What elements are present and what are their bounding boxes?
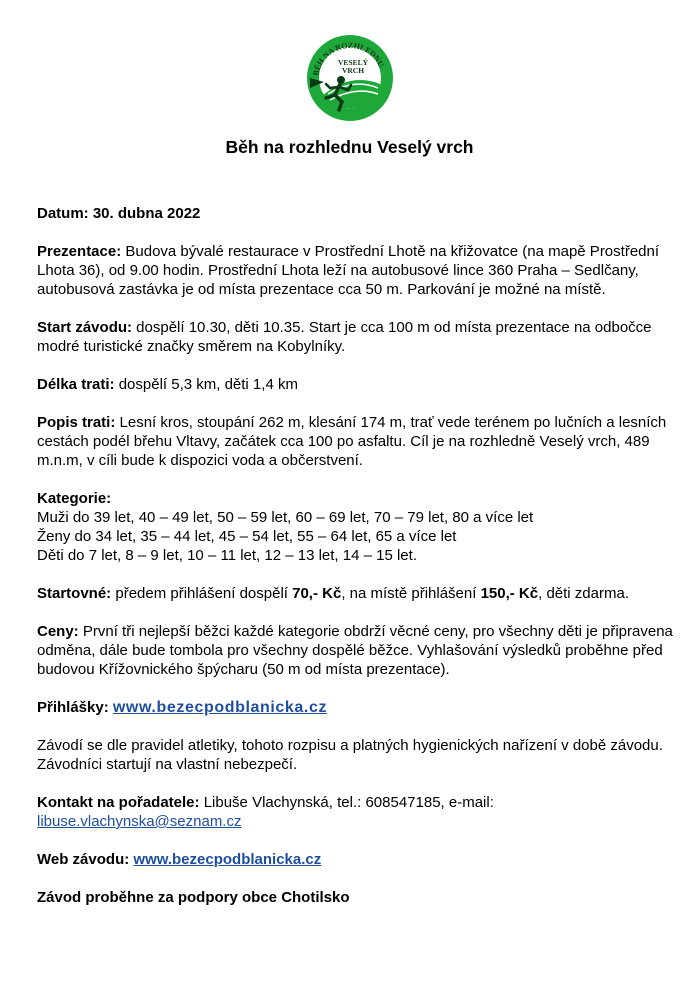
startovne-label: Startovné:: [37, 585, 112, 602]
delka-text: dospělí 5,3 km, děti 1,4 km: [114, 376, 298, 393]
kontakt-text: Libuše Vlachynská, tel.: 608547185, e-mail:: [199, 794, 494, 811]
ceny-section: [37, 622, 677, 679]
kategorie-deti: Děti do 7 let, 8 – 9 let, 10 – 11 let, 12 – 13 let, 14 – 15 let.: [37, 547, 417, 564]
web-label: Web závodu:: [37, 851, 130, 868]
popis-label: Popis trati:: [37, 414, 116, 431]
popis-text: Lesní kros, stoupání 262 m, klesání 174 m, trať vede terénem po lučních a lesních cestách podél břehu Vltavy, začátek cca 100 po asfaltu. Cíl je na rozhledně Veselý vrch, 489 m.n.m, v cíli bude k dispozici voda a občerstvení.: [37, 414, 667, 469]
delka-label: Délka trati:: [37, 376, 115, 393]
web-link[interactable]: www.bezecpodblanicka.cz: [133, 851, 322, 868]
podpora-text: Závod proběhne za podpory obce Chotilsko: [37, 889, 350, 906]
kategorie-muzi: Muži do 39 let, 40 – 49 let, 50 – 59 let, 60 – 69 let, 70 – 79 let, 80 a více let: [37, 509, 534, 526]
start-text: dospělí 10.30, děti 10.35. Start je cca 100 m od místa prezentace na odbočce modré turistické značky směrem na Kobylníky.: [37, 319, 652, 355]
kategorie-zeny: Ženy do 34 let, 35 – 44 let, 45 – 54 let, 55 – 64 let, 65 a více let: [37, 528, 457, 545]
email-link[interactable]: libuse.vlachynska@seznam.cz: [37, 813, 242, 830]
race-date: Datum: 30. dubna 2022: [37, 205, 201, 222]
prezentace-text: Budova bývalé restaurace v Prostřední Lhotě na křižovatce (na mapě Prostřední Lhota 36), od 9.00 hodin. Prostřední Lhota leží na autobusové lince 360 Praha – Sedlčany, autobusová zastávka je od místa prezentace cca 50 m. Parkování je možné na místě.: [37, 243, 660, 298]
startovne-text-1: předem přihlášení dospělí: [111, 585, 293, 602]
logo-arc-text: BĚH NA ROZHLEDNU: [311, 40, 386, 77]
price-advance: 70,- Kč: [292, 585, 342, 602]
prihlasky-section: [37, 698, 677, 717]
prihlasky-label: Přihlášky:: [37, 699, 109, 716]
prezentace-section: [37, 242, 677, 299]
startovne-text-3: , děti zdarma.: [538, 585, 629, 602]
delka-section: [37, 375, 677, 394]
race-logo: [304, 32, 396, 124]
kategorie-label: Kategorie:: [37, 490, 112, 507]
logo-text-vesely: VESELÝ: [337, 58, 369, 67]
registration-link[interactable]: www.bezecpodblanicka.cz: [112, 699, 328, 716]
prezentace-label: Prezentace:: [37, 243, 122, 260]
startovne-section: [37, 584, 677, 603]
page-title: Běh na rozhlednu Veselý vrch: [225, 137, 474, 157]
kategorie-section: [37, 489, 677, 565]
logo-text-vrch: VRCH: [341, 66, 365, 75]
ceny-label: Ceny:: [37, 623, 79, 640]
popis-section: [37, 413, 677, 470]
start-section: [37, 318, 677, 356]
start-label: Start závodu:: [37, 319, 133, 336]
document-body: [37, 204, 677, 926]
ceny-text: První tři nejlepší běžci každé kategorie obdrží věcné ceny, pro všechny děti je připravena odměna, dále bude tombola pro všechny dospělé běžce. Vyhlašování výsledků proběhne před budovou Křížovnického špýcharu (50 m od místa prezentace).: [37, 623, 673, 678]
startovne-text-2: , na místě přihlášení: [341, 585, 481, 602]
pravidla-text: Závodí se dle pravidel atletiky, tohoto rozpisu a platných hygienických nařízení v době závodu. Závodníci startují na vlastní nebezpečí.: [37, 737, 663, 773]
price-onsite: 150,- Kč: [480, 585, 539, 602]
kontakt-section: [37, 793, 677, 831]
kontakt-label: Kontakt na pořadatele:: [37, 794, 200, 811]
web-section: [37, 850, 677, 869]
